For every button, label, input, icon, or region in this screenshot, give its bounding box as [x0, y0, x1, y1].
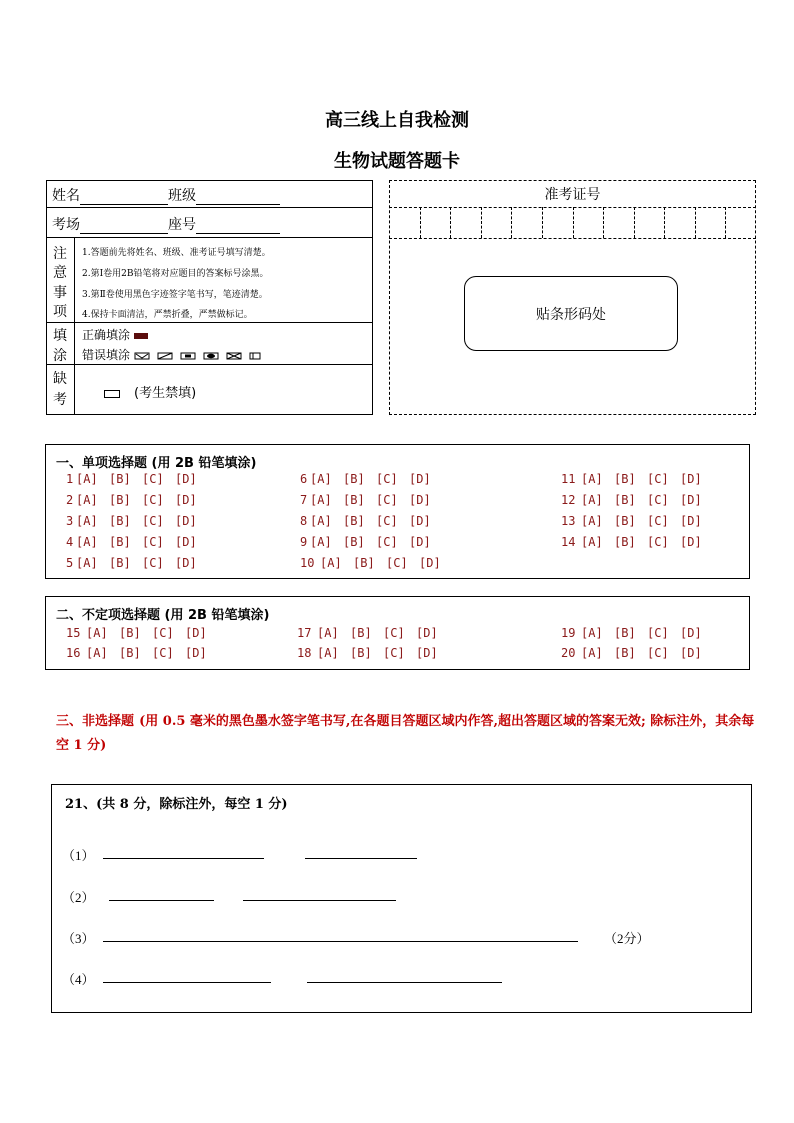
notes-char-1: 注 [53, 246, 67, 262]
option-b[interactable]: [B] [343, 493, 365, 507]
question-row-6 [300, 472, 442, 486]
barcode-label: 贴条形码处 [536, 306, 606, 323]
exam-id-cell-divider [725, 207, 726, 238]
section2-title: 二、不定项选择题 (用 2B 铅笔填涂) [56, 608, 270, 623]
exam-id-cell-divider [664, 207, 665, 238]
question-row-15 [66, 626, 218, 640]
q21-answer-2b[interactable] [243, 900, 396, 901]
question-row-5 [66, 556, 208, 570]
exam-id-cell-divider [420, 207, 421, 238]
question-number: 7 [300, 493, 308, 507]
question-row-17 [297, 626, 449, 640]
question-row-9 [300, 535, 442, 549]
option-b[interactable]: [B] [614, 514, 636, 528]
option-a[interactable]: [A] [86, 626, 108, 640]
absent-label: (考生禁填) [134, 386, 197, 401]
fill-correct [82, 326, 148, 343]
question-row-19 [561, 626, 713, 640]
name-field[interactable] [52, 185, 280, 205]
section3-instructions: (用 0.5 毫米的黑色墨水签字笔书写,在各题目答题区域内作答,超出答题区域的答案无效; 除标注外，其余每空 1 分) [56, 714, 755, 753]
fill-char-2: 涂 [53, 348, 67, 364]
option-d[interactable]: [D] [416, 646, 438, 660]
question-number: 11 [561, 472, 576, 486]
question-number: 13 [561, 514, 576, 528]
room-label: 考场 [52, 217, 80, 233]
section3-title: 三、非选择题 [56, 714, 135, 729]
option-d[interactable]: [D] [680, 472, 702, 486]
option-b[interactable]: [B] [343, 535, 365, 549]
q21-label-3: （3） [62, 931, 95, 946]
question-row-3 [66, 514, 208, 528]
page-title: 高三线上自我检测 [325, 110, 469, 131]
question-number: 6 [300, 472, 308, 486]
option-c[interactable]: [C] [376, 493, 398, 507]
question-row-7 [300, 493, 442, 507]
absent-field [104, 382, 196, 401]
option-b[interactable]: [B] [614, 472, 636, 486]
fill-wrong [82, 346, 262, 363]
question-number: 2 [66, 493, 74, 507]
note-2: 2.第Ⅰ卷用2B铅笔将对应题目的答案标号涂黑。 [82, 269, 269, 279]
filled-mark-icon [134, 333, 148, 339]
option-b[interactable]: [B] [109, 556, 131, 570]
option-b[interactable]: [B] [350, 646, 372, 660]
option-a[interactable]: [A] [320, 556, 342, 570]
question-number: 14 [561, 535, 576, 549]
option-b[interactable]: [B] [614, 626, 636, 640]
question-number: 4 [66, 535, 74, 549]
q21-answer-1a[interactable] [103, 858, 264, 859]
question-number: 10 [300, 556, 315, 570]
option-c[interactable]: [C] [386, 556, 408, 570]
option-d[interactable]: [D] [409, 514, 431, 528]
option-d[interactable]: [D] [185, 626, 207, 640]
q21-answer-3[interactable] [103, 941, 578, 942]
option-c[interactable]: [C] [142, 556, 164, 570]
q21-label-2: （2） [62, 890, 95, 905]
exam-id-cell-divider [511, 207, 512, 238]
q21-label-4: （4） [62, 972, 95, 987]
option-c[interactable]: [C] [383, 626, 405, 640]
question-row-12 [561, 493, 713, 507]
option-d[interactable]: [D] [175, 493, 197, 507]
option-a[interactable]: [A] [317, 626, 339, 640]
q21-box [51, 784, 752, 1013]
option-c[interactable]: [C] [376, 472, 398, 486]
option-b[interactable]: [B] [109, 514, 131, 528]
option-c[interactable]: [C] [142, 535, 164, 549]
option-a[interactable]: [A] [86, 646, 108, 660]
question-row-1 [66, 472, 208, 486]
notes-char-2: 意 [53, 265, 67, 281]
class-label: 班级 [168, 188, 196, 204]
room-field[interactable] [52, 214, 280, 234]
option-d[interactable]: [D] [419, 556, 441, 570]
exam-id-cell-divider [450, 207, 451, 238]
option-d[interactable]: [D] [175, 472, 197, 486]
section3-header [56, 709, 756, 757]
option-d[interactable]: [D] [416, 626, 438, 640]
question-row-13 [561, 514, 713, 528]
question-number: 9 [300, 535, 308, 549]
option-d[interactable]: [D] [680, 626, 702, 640]
option-a[interactable]: [A] [310, 472, 332, 486]
question-row-4 [66, 535, 208, 549]
option-c[interactable]: [C] [142, 514, 164, 528]
option-b[interactable]: [B] [109, 472, 131, 486]
note-3: 3.第Ⅱ卷使用黑色字迹签字笔书写，笔迹清楚。 [82, 290, 268, 300]
question-number: 15 [66, 626, 81, 640]
note-4: 4.保持卡面清洁，严禁折叠，严禁做标记。 [82, 310, 253, 320]
absent-char-1: 缺 [53, 371, 67, 387]
exam-id-cell-divider [695, 207, 696, 238]
question-row-16 [66, 646, 218, 660]
option-b[interactable]: [B] [109, 493, 131, 507]
absent-char-2: 考 [53, 392, 67, 408]
exam-id-cell-divider [542, 207, 543, 238]
option-b[interactable]: [B] [614, 535, 636, 549]
option-c[interactable]: [C] [647, 493, 669, 507]
option-c[interactable]: [C] [383, 646, 405, 660]
question-row-2 [66, 493, 208, 507]
question-number: 20 [561, 646, 576, 660]
question-number: 3 [66, 514, 74, 528]
option-a[interactable]: [A] [581, 514, 603, 528]
question-row-11 [561, 472, 713, 486]
option-a[interactable]: [A] [76, 472, 98, 486]
option-b[interactable]: [B] [119, 626, 141, 640]
option-d[interactable]: [D] [680, 514, 702, 528]
option-d[interactable]: [D] [175, 535, 197, 549]
option-a[interactable]: [A] [581, 535, 603, 549]
question-number: 5 [66, 556, 74, 570]
q21-label-1: （1） [62, 848, 95, 863]
option-d[interactable]: [D] [409, 472, 431, 486]
option-a[interactable]: [A] [310, 514, 332, 528]
option-c[interactable]: [C] [142, 493, 164, 507]
option-a[interactable]: [A] [581, 472, 603, 486]
option-c[interactable]: [C] [647, 472, 669, 486]
exam-id-cell-divider [573, 207, 574, 238]
notes-char-3: 事 [53, 285, 67, 301]
exam-id-cell-divider [634, 207, 635, 238]
option-c[interactable]: [C] [647, 626, 669, 640]
question-number: 17 [297, 626, 312, 640]
question-number: 18 [297, 646, 312, 660]
option-c[interactable]: [C] [376, 514, 398, 528]
question-number: 8 [300, 514, 308, 528]
option-c[interactable]: [C] [647, 514, 669, 528]
option-d[interactable]: [D] [680, 535, 702, 549]
option-b[interactable]: [B] [343, 514, 365, 528]
option-a[interactable]: [A] [76, 556, 98, 570]
option-a[interactable]: [A] [310, 535, 332, 549]
q21-answer-4b[interactable] [307, 982, 502, 983]
option-d[interactable]: [D] [680, 646, 702, 660]
q21-title: 21、(共 8 分，除标注外，每空 1 分) [65, 797, 288, 812]
option-d[interactable]: [D] [185, 646, 207, 660]
option-b[interactable]: [B] [343, 472, 365, 486]
option-c[interactable]: [C] [647, 535, 669, 549]
question-number: 19 [561, 626, 576, 640]
question-row-14 [561, 535, 713, 549]
question-number: 16 [66, 646, 81, 660]
question-row-20 [561, 646, 713, 660]
option-d[interactable]: [D] [680, 493, 702, 507]
option-d[interactable]: [D] [409, 493, 431, 507]
notes-char-4: 项 [53, 304, 67, 320]
option-a[interactable]: [A] [76, 493, 98, 507]
note-1: 1.答题前先将姓名、班级、准考证号填写清楚。 [82, 248, 271, 258]
question-number: 12 [561, 493, 576, 507]
option-b[interactable]: [B] [614, 646, 636, 660]
option-b[interactable]: [B] [353, 556, 375, 570]
option-c[interactable]: [C] [142, 472, 164, 486]
option-d[interactable]: [D] [409, 535, 431, 549]
option-a[interactable]: [A] [76, 514, 98, 528]
fill-wrong-label: 错误填涂 [82, 348, 131, 362]
option-c[interactable]: [C] [647, 646, 669, 660]
option-b[interactable]: [B] [119, 646, 141, 660]
question-row-10 [300, 556, 452, 570]
q21-answer-2a[interactable] [109, 900, 214, 901]
option-c[interactable]: [C] [152, 626, 174, 640]
fill-correct-label: 正确填涂 [82, 328, 131, 342]
option-b[interactable]: [B] [614, 493, 636, 507]
option-d[interactable]: [D] [175, 556, 197, 570]
exam-id-cell-divider [481, 207, 482, 238]
absent-checkbox[interactable] [104, 390, 120, 398]
exam-id-label: 准考证号 [544, 187, 601, 203]
wrong-marks-icon [134, 351, 262, 361]
option-c[interactable]: [C] [376, 535, 398, 549]
question-row-18 [297, 646, 449, 660]
fill-char-1: 填 [53, 328, 67, 344]
exam-id-cell-divider [603, 207, 604, 238]
question-number: 1 [66, 472, 74, 486]
option-a[interactable]: [A] [317, 646, 339, 660]
q21-answer-1b[interactable] [305, 858, 417, 859]
option-b[interactable]: [B] [350, 626, 372, 640]
option-b[interactable]: [B] [109, 535, 131, 549]
seat-label: 座号 [168, 217, 196, 233]
section1-title: 一、单项选择题 (用 2B 铅笔填涂) [56, 456, 257, 471]
q21-answer-4a[interactable] [103, 982, 271, 983]
page-subtitle: 生物试题答题卡 [334, 151, 460, 172]
name-label: 姓名 [52, 188, 80, 204]
option-a[interactable]: [A] [76, 535, 98, 549]
question-row-8 [300, 514, 442, 528]
barcode-area [464, 276, 678, 351]
q21-points-note: （2分） [604, 931, 650, 946]
option-c[interactable]: [C] [152, 646, 174, 660]
option-a[interactable]: [A] [310, 493, 332, 507]
option-a[interactable]: [A] [581, 493, 603, 507]
option-d[interactable]: [D] [175, 514, 197, 528]
option-a[interactable]: [A] [581, 626, 603, 640]
option-a[interactable]: [A] [581, 646, 603, 660]
